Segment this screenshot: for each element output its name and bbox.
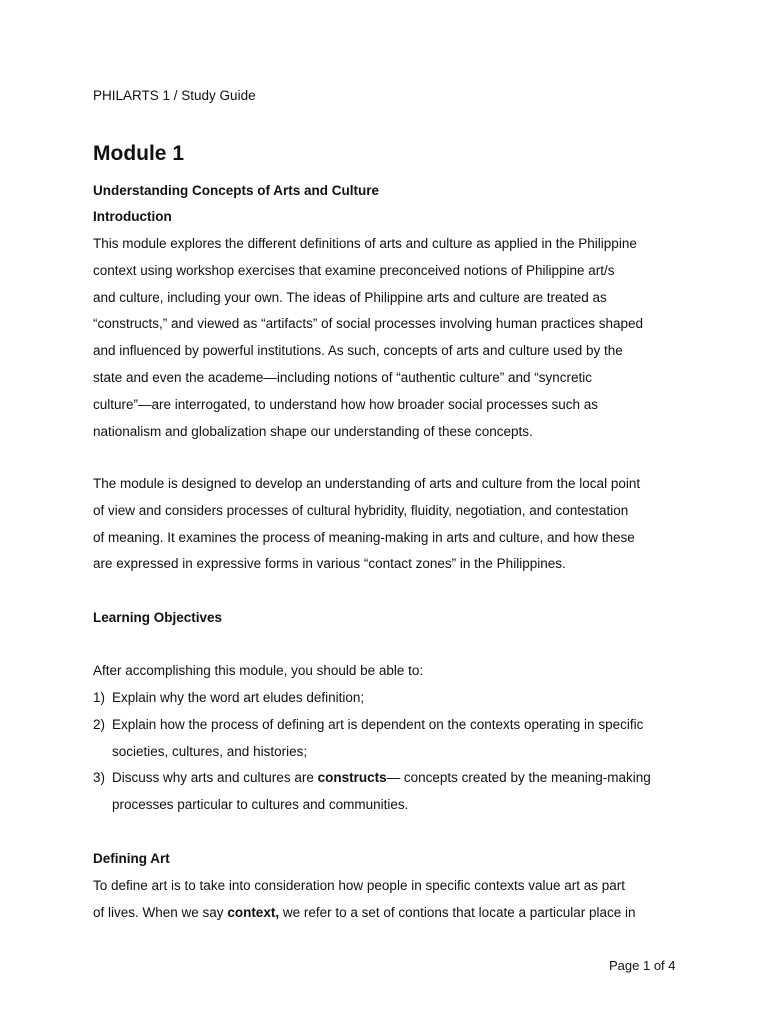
paragraph-line: and influenced by powerful institutions. As such, concepts of arts and culture used by the — [93, 343, 623, 359]
paragraph-line: This module explores the different definitions of arts and culture as applied in the Philippine — [93, 236, 637, 251]
module-subtitle: Understanding Concepts of Arts and Culture — [93, 183, 380, 198]
introduction-paragraph-2 — [93, 474, 693, 581]
paragraph-line: and culture, including your own. The ideas of Philippine arts and culture are treated as — [93, 289, 607, 305]
objective-item-1 — [93, 688, 693, 715]
module-title: Module 1 — [93, 142, 185, 165]
paragraph-line: To define art is to take into consideration how people in specific contexts value art as part — [93, 878, 626, 893]
objective-number: 2) — [93, 717, 106, 732]
defining-art-heading: Defining Art — [93, 851, 170, 866]
running-header: PHILARTS 1 / Study Guide — [93, 88, 256, 103]
objective-text: — concepts created by the meaning-making — [386, 770, 651, 785]
objective-text: Discuss why arts and cultures are — [112, 770, 318, 785]
objective-line: Explain why the word art eludes definition; — [112, 690, 365, 705]
objective-line: societies, cultures, and histories; — [112, 743, 308, 759]
paragraph-text: of lives. When we say — [93, 904, 228, 920]
paragraph-line: state and even the academe—including notions of “authentic culture” and “syncretic — [93, 369, 593, 385]
paragraph-line — [93, 903, 693, 930]
emphasis-constructs: constructs — [317, 770, 387, 785]
emphasis-context: context, — [227, 904, 280, 920]
objective-number: 1) — [93, 690, 106, 705]
objective-line — [112, 768, 693, 795]
paragraph-line: nationalism and globalization shape our understanding of these concepts. — [93, 423, 533, 439]
paragraph-line: “constructs,” and viewed as “artifacts” of social processes involving human practices shaped — [93, 316, 643, 332]
learning-objectives-heading: Learning Objectives — [93, 610, 223, 625]
paragraph-line: are expressed in expressive forms in various “contact zones” in the Philippines. — [93, 556, 566, 572]
defining-art-paragraph — [93, 876, 693, 930]
objective-line: Explain how the process of defining art is dependent on the contexts operating in specific — [112, 717, 644, 732]
paragraph-line: The module is designed to develop an understanding of arts and culture from the local point — [93, 476, 641, 491]
objectives-lead-in: After accomplishing this module, you should be able to: — [93, 663, 424, 678]
introduction-paragraph-1 — [93, 234, 693, 448]
page-number: Page 1 of 4 — [609, 958, 676, 973]
introduction-heading: Introduction — [93, 209, 172, 224]
objective-item-2 — [93, 715, 693, 769]
paragraph-line: context using workshop exercises that examine preconceived notions of Philippine art/s — [93, 262, 615, 278]
paragraph-line: culture”—are interrogated, to understand how how broader social processes such as — [93, 396, 599, 412]
paragraph-line: of meaning. It examines the process of meaning-making in arts and culture, and how these — [93, 529, 635, 545]
objective-line: processes particular to cultures and communities. — [112, 796, 409, 812]
paragraph-text: we refer to a set of contions that locate a particular place in — [279, 904, 636, 920]
paragraph-line: of view and considers processes of cultural hybridity, fluidity, negotiation, and contestation — [93, 502, 629, 518]
objective-item-3 — [93, 768, 693, 822]
objective-number: 3) — [93, 770, 106, 785]
